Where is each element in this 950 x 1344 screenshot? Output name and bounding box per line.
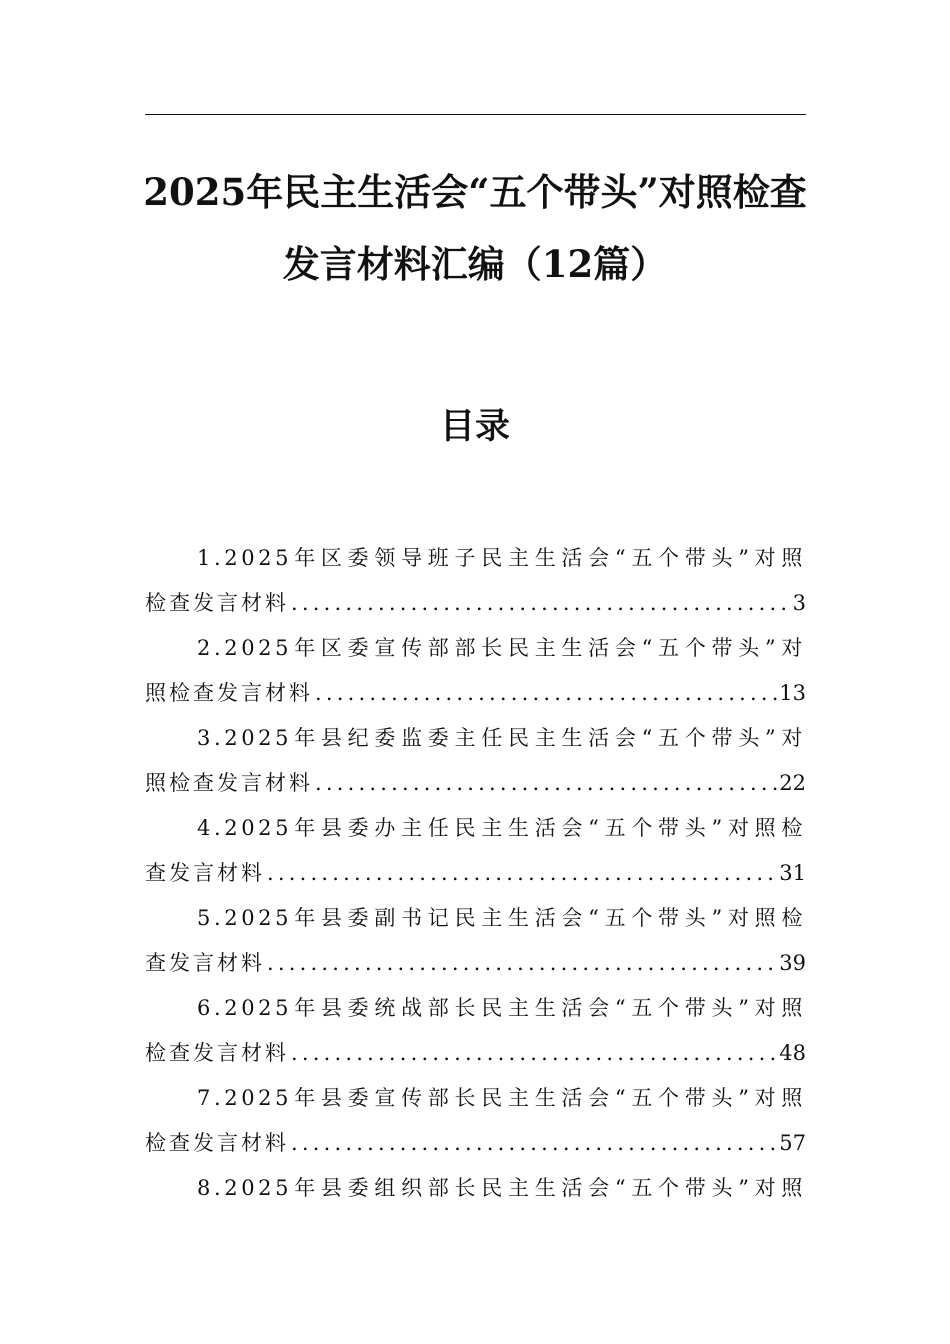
document-title-line-1: 2025年民主生活会“五个带头”对照检查: [143, 170, 807, 214]
toc-entry-title: 7.2025年县委宣传部长民主生活会“五个带头”对照: [197, 1086, 806, 1110]
toc-page-number: 31: [779, 861, 806, 885]
toc-heading: 目录: [439, 406, 510, 447]
toc-entry-6[interactable]: [145, 986, 806, 1076]
toc-entry-continuation: [145, 1120, 806, 1166]
dot-leader: [291, 1030, 777, 1076]
header-rule: [145, 114, 806, 115]
toc-entry-title: 4.2025年县委办主任民主生活会“五个带头”对照检: [197, 816, 806, 840]
toc-entry-title-cont: 照检查发言材料: [145, 771, 313, 795]
dot-leader: [267, 940, 777, 986]
toc-page-number: 48: [779, 1041, 806, 1065]
toc-entry-7[interactable]: [145, 1076, 806, 1166]
toc-entry-continuation: [145, 940, 806, 986]
toc-entry-5[interactable]: [145, 896, 806, 986]
toc-entry-4[interactable]: [145, 806, 806, 896]
toc-entry-title-cont: 检查发言材料: [145, 1131, 289, 1155]
toc-entry-continuation: [145, 1030, 806, 1076]
toc-entry-title-cont: 检查发言材料: [145, 591, 289, 615]
toc-entry-title-cont: 检查发言材料: [145, 1041, 289, 1065]
toc-entry-continuation: [145, 580, 806, 626]
toc-entry-continuation: [145, 670, 806, 716]
toc-entry-title-cont: 查发言材料: [145, 861, 265, 885]
toc-entry-3[interactable]: [145, 716, 806, 806]
toc-entry-title-cont: 照检查发言材料: [145, 681, 313, 705]
toc-entry-title: 6.2025年县委统战部长民主生活会“五个带头”对照: [197, 996, 806, 1020]
dot-leader: [291, 1120, 777, 1166]
toc-entry-title: 2.2025年区委宣传部部长民主生活会“五个带头”对: [197, 636, 806, 660]
toc-page-number: 3: [792, 591, 806, 615]
dot-leader: [267, 850, 777, 896]
toc-entry-2[interactable]: [145, 626, 806, 716]
dot-leader: [291, 580, 791, 626]
toc-entry-continuation: [145, 850, 806, 896]
dot-leader: [315, 760, 777, 806]
toc-entry-continuation: [145, 760, 806, 806]
toc-page-number: 13: [779, 681, 806, 705]
toc-entry-title: 5.2025年县委副书记民主生活会“五个带头”对照检: [197, 906, 806, 930]
document-title-line-2: 发言材料汇编（12篇）: [282, 242, 668, 286]
table-of-contents: [145, 536, 806, 1210]
toc-entry-title: 8.2025年县委组织部长民主生活会“五个带头”对照: [197, 1176, 806, 1200]
toc-entry-title: 1.2025年区委领导班子民主生活会“五个带头”对照: [197, 546, 806, 570]
toc-entry-1[interactable]: [145, 536, 806, 626]
dot-leader: [315, 670, 777, 716]
toc-page-number: 22: [779, 771, 806, 795]
toc-entry-title: 3.2025年县纪委监委主任民主生活会“五个带头”对: [197, 726, 806, 750]
toc-page-number: 39: [779, 951, 806, 975]
toc-entry-8[interactable]: [145, 1166, 806, 1210]
toc-page-number: 57: [779, 1131, 806, 1155]
toc-entry-title-cont: 查发言材料: [145, 951, 265, 975]
